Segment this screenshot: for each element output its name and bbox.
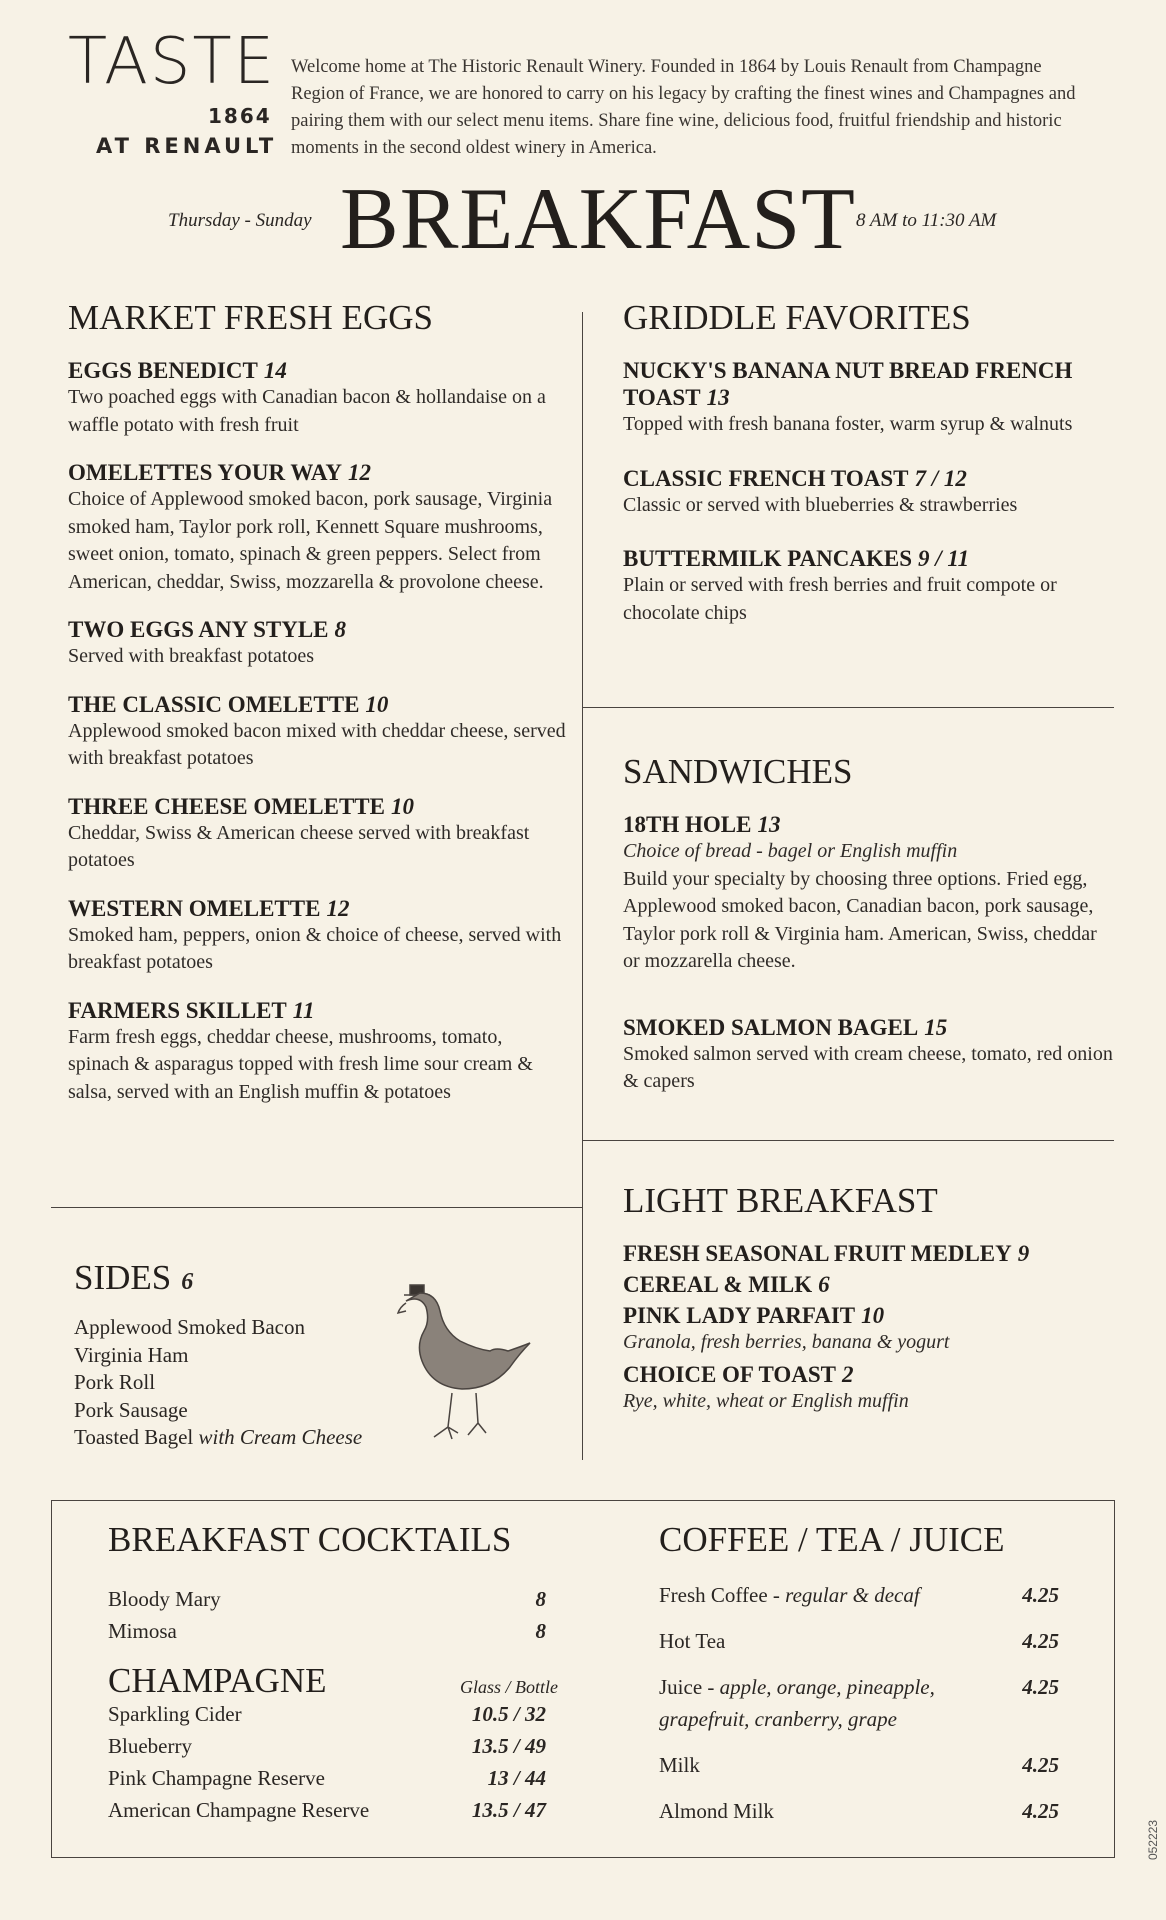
item-description: Farm fresh eggs, cheddar cheese, mushrooms, tomato, spinach & asparagus topped with fresh lime sour cream & salsa, served with an English muffin & potatoes — [68, 1025, 533, 1103]
drink-name: Blueberry — [108, 1734, 192, 1758]
item-description: Choice of Applewood smoked bacon, pork sausage, Virginia smoked ham, Taylor pork roll, Kennett Square mushrooms, sweet onion, tomato, spinach & green peppers. Select from American, cheddar, Swiss, mozzarella & provolone cheese. — [68, 488, 553, 593]
drink-price: 10.5 / 32 — [471, 1702, 546, 1726]
menu-item — [623, 811, 1113, 976]
drink-price: 8 — [535, 1619, 546, 1643]
sides-price: 6 — [181, 1269, 194, 1295]
menu-item — [623, 545, 1093, 627]
menu-item — [623, 465, 1093, 520]
drink-row — [659, 1671, 1059, 1735]
drink-row — [108, 1615, 546, 1647]
drink-row — [659, 1625, 1059, 1657]
light-section — [623, 1183, 1103, 1419]
logo-year: 1864 — [208, 104, 272, 128]
item-price: 13 — [757, 812, 781, 837]
item-description: Smoked salmon served with cream cheese, tomato, red onion & capers — [623, 1042, 1113, 1092]
drink-row — [108, 1583, 546, 1615]
hours-label: 8 AM to 11:30 AM — [856, 210, 997, 231]
item-price: 11 — [292, 997, 315, 1023]
logo-at-renault: AT RENAULT — [96, 134, 278, 158]
item-name: CEREAL & MILK — [623, 1272, 813, 1297]
divider-griddle — [582, 707, 1114, 708]
item-name: TWO EGGS ANY STYLE — [68, 617, 329, 642]
drink-name: Sparkling Cider — [108, 1702, 242, 1726]
drink-row — [659, 1579, 1059, 1611]
section-title: BREAKFAST COCKTAILS — [108, 1520, 512, 1559]
item-description: Applewood smoked bacon mixed with cheddar cheese, served with breakfast potatoes — [68, 719, 566, 769]
item-name: FARMERS SKILLET — [68, 997, 287, 1023]
drink-name — [659, 1795, 959, 1827]
item-price: 14 — [263, 358, 287, 383]
drink-row — [108, 1698, 546, 1730]
drink-row — [659, 1795, 1059, 1827]
item-description: Classic or served with blueberries & strawberries — [623, 493, 1018, 516]
drink-row — [108, 1730, 546, 1762]
menu-item — [68, 793, 568, 875]
drink-price: 4.25 — [1022, 1799, 1059, 1823]
drink-name: Bloody Mary — [108, 1587, 221, 1611]
item-name: WESTERN OMELETTE — [68, 895, 321, 921]
coffee-section — [659, 1522, 1059, 1841]
item-name-line — [623, 1014, 1113, 1041]
drink-row — [659, 1749, 1059, 1781]
glass-bottle-header: Glass / Bottle — [460, 1677, 558, 1697]
drink-price: 8 — [535, 1587, 546, 1611]
item-name: OMELETTES YOUR WAY — [68, 460, 342, 485]
side-item-note: with Cream Cheese — [198, 1425, 363, 1449]
item-name-line — [68, 997, 568, 1024]
section-title: MARKET FRESH EGGS — [68, 298, 433, 337]
drink-label: Milk — [659, 1753, 700, 1777]
item-description: Plain or served with fresh berries and fruit compote or chocolate chips — [623, 574, 1057, 624]
drink-price: 13.5 / 49 — [471, 1734, 546, 1758]
item-name: PINK LADY PARFAIT — [623, 1303, 856, 1328]
drink-price: 13 / 44 — [487, 1766, 546, 1790]
item-name: THE CLASSIC OMELETTE — [68, 691, 360, 717]
item-price: 9 — [1017, 1241, 1030, 1266]
menu-item — [623, 357, 1093, 439]
item-price: 10 — [365, 691, 389, 717]
item-name-line — [623, 1240, 1103, 1267]
item-price: 8 — [334, 617, 347, 642]
section-title: SANDWICHES — [623, 752, 853, 791]
drink-label: Almond Milk — [659, 1799, 774, 1823]
item-subtitle: Rye, white, wheat or English muffin — [623, 1389, 909, 1412]
item-name: THREE CHEESE OMELETTE — [68, 793, 385, 819]
drink-price: 13.5 / 47 — [471, 1798, 546, 1822]
drink-name: American Champagne Reserve — [108, 1798, 370, 1822]
drink-row — [108, 1794, 546, 1826]
sandwiches-section — [623, 754, 1113, 1134]
side-item: Toasted Bagel — [74, 1425, 194, 1449]
item-name: BUTTERMILK PANCAKES — [623, 546, 913, 571]
intro-text: Welcome home at The Historic Renault Winery. Founded in 1864 by Louis Renault from Champagne Region of France, we are honored to carry on his legacy by crafting the finest wines and Champagnes and pairing them with our select menu items. Share fine wine, delicious food, fruitful friendship and historic moments in the second oldest winery in America. — [291, 57, 1076, 158]
drink-price: 4.25 — [1022, 1753, 1059, 1777]
item-name: NUCKY'S BANANA NUT BREAD FRENCH TOAST — [623, 358, 1073, 410]
item-name-line — [623, 1361, 1103, 1388]
menu-item — [623, 1271, 1103, 1298]
cocktails-section — [108, 1520, 558, 1826]
item-price: 12 — [326, 895, 350, 921]
item-price: 12 — [347, 460, 371, 485]
menu-item — [68, 357, 568, 439]
drink-name — [659, 1671, 959, 1735]
side-item: Pork Sausage — [74, 1397, 188, 1422]
item-name-line — [623, 811, 1113, 838]
menu-item — [68, 997, 568, 1107]
item-name-line — [68, 459, 568, 486]
logo-taste: TASTE — [68, 25, 277, 99]
drink-price: 4.25 — [1022, 1675, 1059, 1699]
item-price: 6 — [818, 1272, 830, 1297]
item-name: 18TH HOLE — [623, 812, 752, 837]
drink-note: regular & decaf — [785, 1583, 920, 1607]
drink-label: Fresh Coffee - — [659, 1583, 786, 1607]
divider-eggs — [51, 1207, 582, 1208]
rooster-illustration — [392, 1275, 542, 1455]
section-title: LIGHT BREAKFAST — [623, 1181, 938, 1220]
menu-item — [68, 459, 568, 596]
item-name: EGGS BENEDICT — [68, 358, 258, 383]
drink-note: apple, orange, pineapple, grapefruit, cranberry, grape — [659, 1675, 935, 1731]
item-price: 13 — [706, 385, 730, 410]
item-name-line — [623, 545, 1093, 572]
item-description: Served with breakfast potatoes — [68, 645, 315, 667]
section-title: COFFEE / TEA / JUICE — [659, 1520, 1005, 1559]
drink-name — [659, 1579, 959, 1611]
item-name-line — [68, 616, 568, 643]
drink-name — [659, 1749, 959, 1781]
item-name-line — [68, 691, 568, 718]
item-name-line — [623, 357, 1093, 411]
eggs-section — [68, 300, 568, 1126]
section-title: SIDES — [74, 1258, 172, 1297]
menu-item — [68, 691, 568, 773]
drink-name: Mimosa — [108, 1619, 177, 1643]
item-name-line — [68, 357, 568, 384]
item-description: Build your specialty by choosing three options. Fried egg, Applewood smoked bacon, Canadian bacon, pork sausage, Taylor pork roll & Virginia ham. American, Swiss, cheddar or mozzarella cheese. — [623, 867, 1097, 972]
menu-item — [623, 1014, 1113, 1096]
item-description: Smoked ham, peppers, onion & choice of cheese, served with breakfast potatoes — [68, 923, 562, 973]
item-price: 10 — [861, 1303, 885, 1328]
item-name-line — [68, 793, 568, 820]
drink-label: Juice - — [659, 1675, 720, 1699]
item-price: 15 — [924, 1014, 948, 1040]
drink-row — [108, 1762, 546, 1794]
page-title: BREAKFAST — [340, 171, 856, 268]
menu-item — [68, 895, 568, 977]
item-name: SMOKED SALMON BAGEL — [623, 1014, 919, 1040]
griddle-section — [623, 300, 1093, 653]
item-price: 2 — [842, 1361, 854, 1387]
item-name: FRESH SEASONAL FRUIT MEDLEY — [623, 1241, 1012, 1266]
item-price: 10 — [390, 793, 414, 819]
item-name-line — [68, 895, 568, 922]
drink-name — [659, 1625, 959, 1657]
item-subtitle: Choice of bread - bagel or English muffin — [623, 840, 958, 862]
side-item: Applewood Smoked Bacon — [74, 1315, 305, 1339]
menu-item — [623, 1240, 1103, 1267]
center-divider — [582, 312, 583, 1460]
item-name-line — [623, 1302, 1103, 1329]
item-price: 7 / 12 — [914, 465, 967, 491]
item-name: CLASSIC FRENCH TOAST — [623, 465, 909, 491]
section-title: CHAMPAGNE — [108, 1661, 327, 1700]
drink-label: Hot Tea — [659, 1629, 726, 1653]
item-price: 9 / 11 — [918, 546, 970, 571]
section-title: GRIDDLE FAVORITES — [623, 298, 971, 337]
item-name-line — [623, 1271, 1103, 1298]
item-name-line — [623, 465, 1093, 492]
drink-name: Pink Champagne Reserve — [108, 1766, 325, 1790]
drink-price: 4.25 — [1022, 1583, 1059, 1607]
item-description: Topped with fresh banana foster, warm syrup & walnuts — [623, 413, 1073, 435]
item-description: Cheddar, Swiss & American cheese served with breakfast potatoes — [68, 821, 530, 871]
side-item: Pork Roll — [74, 1370, 156, 1394]
menu-code: 052223 — [1146, 1820, 1160, 1861]
menu-item — [68, 616, 568, 671]
menu-item — [623, 1302, 1103, 1357]
item-subtitle: Granola, fresh berries, banana & yogurt — [623, 1331, 950, 1353]
sides-section — [74, 1260, 404, 1452]
side-item: Virginia Ham — [74, 1342, 189, 1367]
item-description: Two poached eggs with Canadian bacon & hollandaise on a waffle potato with fresh fruit — [68, 386, 546, 436]
divider-sandwiches — [582, 1140, 1114, 1141]
drink-price: 4.25 — [1022, 1629, 1059, 1653]
days-label: Thursday - Sunday — [168, 210, 312, 231]
item-name: CHOICE OF TOAST — [623, 1361, 837, 1387]
menu-item — [623, 1361, 1103, 1416]
